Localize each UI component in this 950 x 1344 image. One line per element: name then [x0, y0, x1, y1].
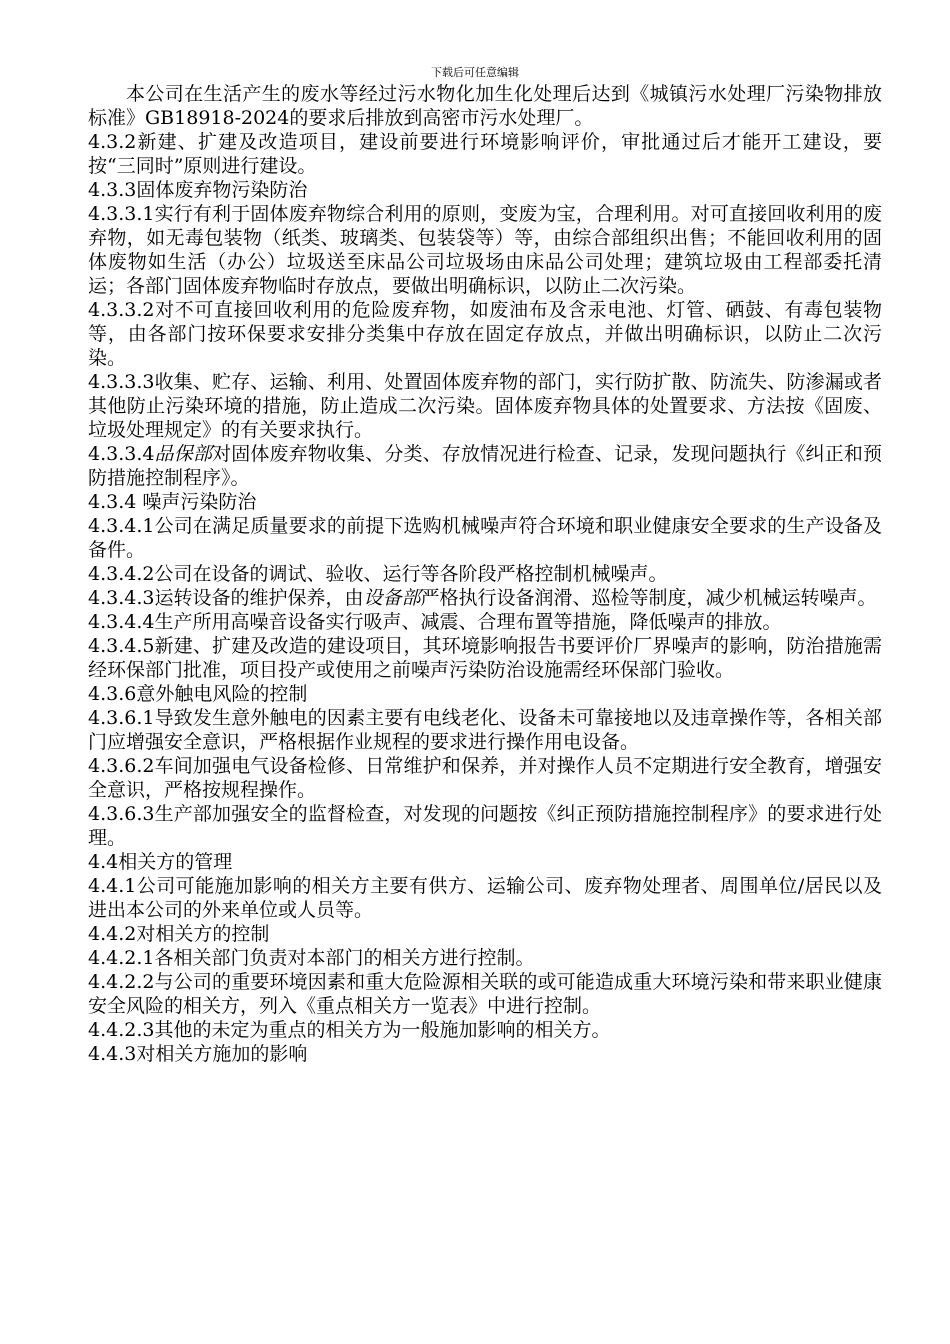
- paragraph: [88, 442, 882, 490]
- paragraph: 4.4.2.3其他的未定为重点的相关方为一般施加影响的相关方。: [88, 1019, 611, 1041]
- paragraph: 4.3.4.1公司在满足质量要求的前提下选购机械噪声符合环境和职业健康安全要求的生产设备及备件。: [88, 515, 882, 561]
- paragraph: 4.3.3.2对不可直接回收利用的危险废弃物，如废油布及含汞电池、灯管、硒鼓、有毒包装物等，由各部门按环保要求安排分类集中存放在固定存放点，并做出明确标识，以防止二次污染。: [88, 299, 882, 369]
- paragraph: 4.4.1公司可能施加影响的相关方主要有供方、运输公司、废弃物处理者、周围单位/居民以及进出本公司的外来单位或人员等。: [88, 875, 882, 921]
- section-heading: 4.3.6意外触电风险的控制: [88, 683, 308, 705]
- paragraph: 4.3.4.5新建、扩建及改造的建设项目，其环境影响报告书要评价厂界噪声的影响，防治措施需经环保部门批准，项目投产或使用之前噪声污染防治设施需经环保部门验收。: [88, 635, 882, 681]
- paragraph: 4.3.4.2公司在设备的调试、验收、运行等各阶段严格控制机械噪声。: [88, 563, 668, 585]
- section-heading: 4.4.3对相关方施加的影响: [88, 1043, 308, 1065]
- paragraph: 本公司在生活产生的废水等经过污水物化加生化处理后达到《城镇污水处理厂污染物排放标准》GB18918-2024的要求后排放到高密市污水处理厂。: [88, 83, 882, 129]
- clause-number: 4.3.3.4: [88, 443, 155, 465]
- paragraph: 4.3.4.4生产所用高噪音设备实行吸声、减震、合理布置等措施，降低噪声的排放。: [88, 611, 782, 633]
- paragraph: 4.4.2.2与公司的重要环境因素和重大危险源相关联的或可能造成重大环境污染和带来职业健康安全风险的相关方，列入《重点相关方一览表》中进行控制。: [88, 971, 882, 1017]
- paragraph: 4.3.6.3生产部加强安全的监督检查，对发现的问题按《纠正预防措施控制程序》的要求进行处理。: [88, 803, 882, 849]
- paragraph: 4.3.3.1实行有利于固体废弃物综合利用的原则，变废为宝，合理利用。对可直接回收利用的废弃物，如无毒包装物（纸类、玻璃类、包装袋等）等，由综合部组织出售；不能回收利用的固体废物如生活（办公）垃圾送至床品公司垃圾场由床品公司处理；建筑垃圾由工程部委托清运；各部门固体废弃物临时存放点，要做出明确标识，以防止二次污染。: [88, 203, 882, 297]
- department-name: 品保部: [154, 443, 213, 465]
- section-heading: 4.4相关方的管理: [88, 851, 233, 873]
- section-heading: 4.4.2对相关方的控制: [88, 923, 270, 945]
- paragraph: 4.4.2.1各相关部门负责对本部门的相关方进行控制。: [88, 947, 535, 969]
- paragraph: [88, 586, 882, 610]
- document-body: [88, 82, 882, 1066]
- paragraph: 4.3.6.2车间加强电气设备检修、日常维护和保养，并对操作人员不定期进行安全教育，增强安全意识，严格按规程操作。: [88, 755, 882, 801]
- section-heading: 4.3.4 噪声污染防治: [88, 491, 257, 513]
- clause-text: 对固体废弃物收集、分类、存放情况进行检查、记录，发现问题执行《纠正和预防措施控制程序》。: [88, 443, 882, 489]
- paragraph: 4.3.2新建、扩建及改造项目，建设前要进行环境影响评价，审批通过后才能开工建设，要按“三同时”原则进行建设。: [88, 131, 882, 177]
- paragraph: 4.3.6.1导致发生意外触电的因素主要有电线老化、设备未可靠接地以及违章操作等，各相关部门应增强安全意识，严格根据作业规程的要求进行操作用电设备。: [88, 707, 882, 753]
- clause-text: 严格执行设备润滑、巡检等制度，减少机械运转噪声。: [420, 587, 877, 609]
- clause-text: 4.3.4.3运转设备的维护保养，由: [88, 587, 364, 609]
- department-name: 设备部: [363, 587, 421, 609]
- paragraph: 4.3.3.3收集、贮存、运输、利用、处置固体废弃物的部门，实行防扩散、防流失、防渗漏或者其他防止污染环境的措施，防止造成二次污染。固体废弃物具体的处置要求、方法按《固废、垃圾处理规定》的有关要求执行。: [88, 371, 882, 441]
- header-note: 下载后可任意编辑: [431, 66, 519, 79]
- section-heading: 4.3.3固体废弃物污染防治: [88, 179, 308, 201]
